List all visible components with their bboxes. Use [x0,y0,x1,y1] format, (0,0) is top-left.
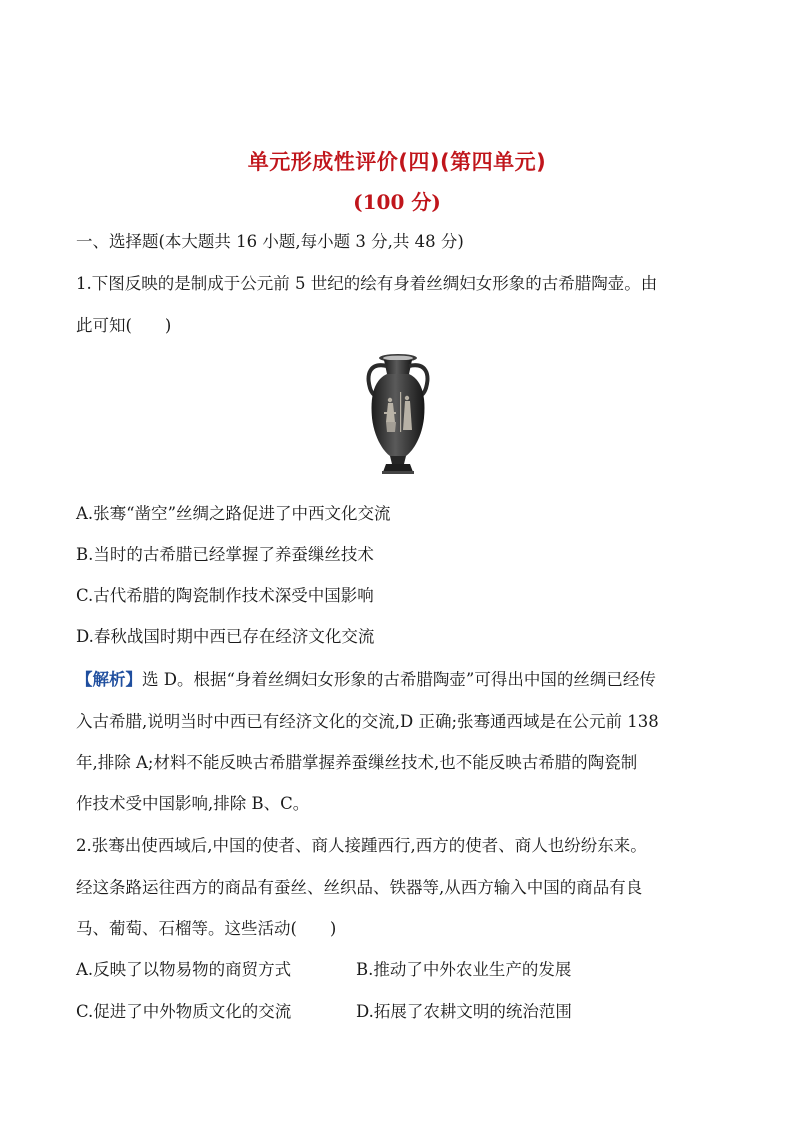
q1-analysis-line2: 入古希腊,说明当时中西已有经济文化的交流,D 正确;张骞通西域是在公元前 138 [76,712,659,731]
q2-option-c: C.促进了中外物质文化的交流 [76,1002,292,1021]
q1-stem-line2: 此可知( ) [76,316,172,335]
q2-option-b: B.推动了中外农业生产的发展 [356,960,572,979]
analysis-text-line1: 选 D。根据“身着丝绸妇女形象的古希腊陶壶”可得出中国的丝绸已经传 [142,670,656,689]
q2-stem-line2: 经这条路运往西方的商品有蚕丝、丝织品、铁器等,从西方输入中国的商品有良 [76,878,643,897]
q1-stem-line1: 1.下图反映的是制成于公元前 5 世纪的绘有身着丝绸妇女形象的古希腊陶壶。由 [76,274,658,293]
q1-analysis-line1 [76,668,656,692]
page-title: 单元形成性评价(四)(第四单元) [247,150,547,174]
q2-stem-line1: 2.张骞出使西域后,中国的使者、商人接踵西行,西方的使者、商人也纷纷东来。 [76,836,647,855]
q1-analysis-line3: 年,排除 A;材料不能反映古希腊掌握养蚕缫丝技术,也不能反映古希腊的陶瓷制 [76,753,638,772]
greek-amphora-icon [360,352,436,480]
q1-option-a: A.张骞“凿空”丝绸之路促进了中西文化交流 [76,504,391,523]
analysis-tag: 【解析】 [76,670,142,689]
section-heading: 一、选择题(本大题共 16 小题,每小题 3 分,共 48 分) [76,232,464,251]
q2-option-a: A.反映了以物易物的商贸方式 [76,960,292,979]
q2-option-d: D.拓展了农耕文明的统治范围 [356,1002,572,1021]
q1-option-b: B.当时的古希腊已经掌握了养蚕缫丝技术 [76,545,374,564]
q1-option-c: C.古代希腊的陶瓷制作技术深受中国影响 [76,586,374,605]
q1-option-d: D.春秋战国时期中西已存在经济文化交流 [76,627,375,646]
q2-stem-line3: 马、葡萄、石榴等。这些活动( ) [76,919,337,938]
total-score: (100 分) [353,190,441,214]
q1-analysis-line4: 作技术受中国影响,排除 B、C。 [76,794,310,813]
